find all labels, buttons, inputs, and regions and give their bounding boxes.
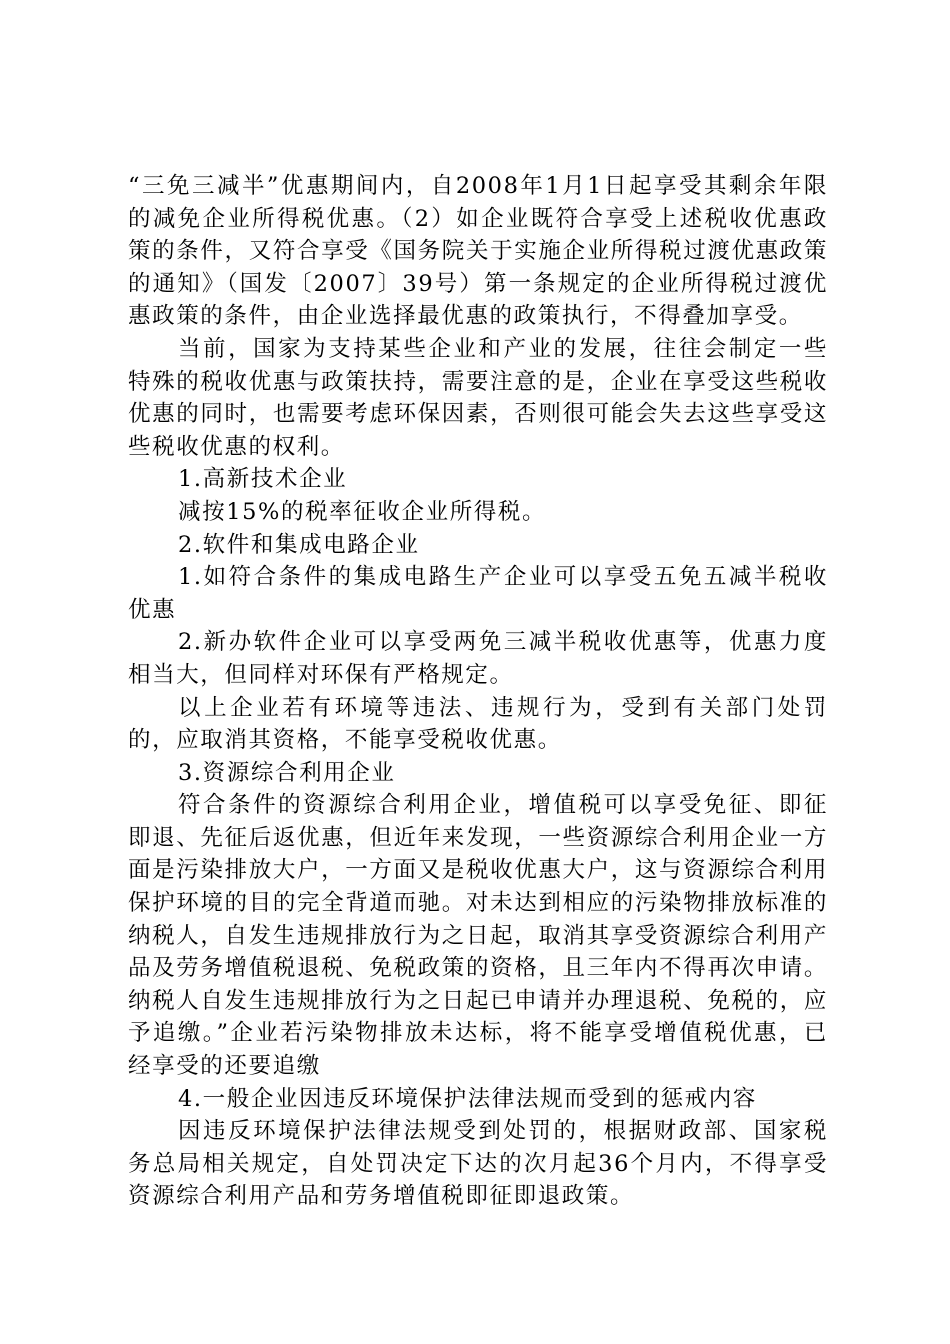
section-heading: 3.资源综合利用企业 — [178, 759, 396, 786]
section-heading: 4.一般企业因违反环境保护法律法规而受到的惩戒内容 — [178, 1085, 757, 1112]
body-paragraph: 1.如符合条件的集成电路生产企业可以享受五免五减半税收优惠 — [128, 564, 828, 623]
body-paragraph: 当前，国家为支持某些企业和产业的发展，往往会制定一些特殊的税收优惠与政策扶持，需要注意的是，企业在享受这些税收优惠的同时，也需要考虑环保因素，否则很可能会失去这些享受这些税收优惠的权利。 — [128, 335, 828, 460]
document-page — [128, 170, 828, 1213]
section-heading: 1.高新技术企业 — [178, 466, 348, 493]
body-paragraph: 减按15%的税率征收企业所得税。 — [178, 498, 547, 525]
body-paragraph: 2.新办软件企业可以享受两免三减半税收优惠等，优惠力度相当大，但同样对环保有严格规定。 — [128, 629, 828, 688]
body-paragraph: “三免三减半”优惠期间内，自2008年1月1日起享受其剩余年限的减免企业所得税优惠。（2）如企业既符合享受上述税收优惠政策的条件，又符合享受《国务院关于实施企业所得税过渡优惠政策的通知》（国发〔2007〕39号）第一条规定的企业所得税过渡优惠政策的条件，由企业选择最优惠的政策执行，不得叠加享受。 — [128, 173, 828, 330]
body-paragraph: 符合条件的资源综合利用企业，增值税可以享受免征、即征即退、先征后返优惠，但近年来发现，一些资源综合利用企业一方面是污染排放大户，一方面又是税收优惠大户，这与资源综合利用保护环境的目的完全背道而驰。对未达到相应的污染物排放标准的纳税人，自发生违规排放行为之日起，取消其享受资源综合利用产品及劳务增值税退税、免税政策的资格，且三年内不得再次申请。纳税人自发生违规排放行为之日起已申请并办理退税、免税的，应予追缴。”企业若污染物排放未达标，将不能享受增值税优惠，已经享受的还要追缴 — [128, 792, 828, 1080]
body-paragraph: 以上企业若有环境等违法、违规行为，受到有关部门处罚的，应取消其资格，不能享受税收优惠。 — [128, 694, 828, 754]
section-heading: 2.软件和集成电路企业 — [178, 531, 420, 558]
body-paragraph: 因违反环境保护法律法规受到处罚的，根据财政部、国家税务总局相关规定，自处罚决定下达的次月起36个月内，不得享受资源综合利用产品和劳务增值税即征即退政策。 — [128, 1118, 828, 1210]
